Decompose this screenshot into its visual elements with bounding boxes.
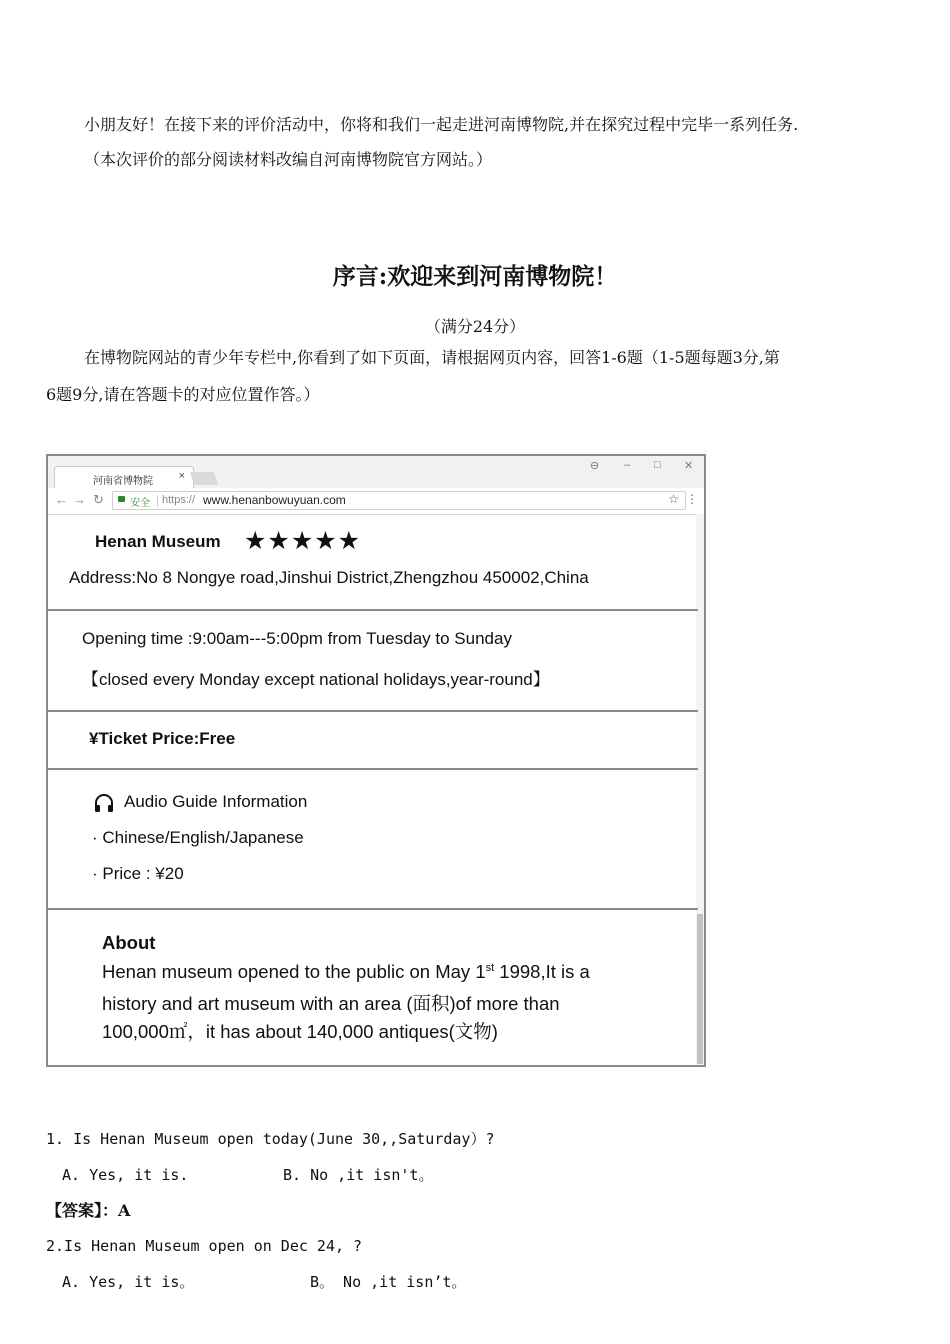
address-separator bbox=[157, 495, 158, 507]
instruction-line-2: 6题9分,请在答题卡的对应位置作答。） bbox=[46, 385, 320, 404]
question-2: 2.Is Henan Museum open on Dec 24, ? bbox=[46, 1237, 363, 1255]
minimize-icon[interactable]: – bbox=[624, 459, 631, 471]
section-title: 序言:欢迎来到河南博物院！ bbox=[332, 263, 618, 290]
tab-title: 河南省博物院 bbox=[93, 476, 153, 487]
intro-line-2: （本次评价的部分阅读材料改编自河南博物院官方网站。） bbox=[84, 150, 493, 169]
bookmark-star-icon[interactable]: ☆ bbox=[668, 492, 679, 506]
browser-tab[interactable] bbox=[54, 466, 194, 488]
scrollbar-thumb[interactable] bbox=[697, 914, 703, 1064]
new-tab-button[interactable] bbox=[190, 472, 219, 485]
about-line-1 bbox=[102, 961, 590, 983]
question-1: 1. Is Henan Museum open today(June 30,,Saturday）? bbox=[46, 1130, 495, 1148]
close-window-icon[interactable]: ✕ bbox=[684, 460, 694, 472]
intro-line-1: 小朋友好！在接下来的评价活动中，你将和我们一起走进河南博物院,并在探究过程中完毕一系列任务. bbox=[84, 115, 799, 134]
secure-label: 安全 bbox=[130, 498, 150, 509]
address-bar[interactable] bbox=[112, 491, 686, 510]
about-line-1-text: Henan museum opened to the public on May 1 bbox=[102, 961, 486, 982]
score-note: （满分24分） bbox=[424, 317, 526, 336]
about-line-2: history and art museum with an area (面积)of more than bbox=[102, 993, 560, 1014]
closed-note: 【closed every Monday except national holidays,year-round】 bbox=[82, 670, 550, 689]
museum-name: Henan Museum bbox=[95, 532, 221, 551]
url-text: www.henanbowuyuan.com bbox=[203, 493, 346, 507]
answer-1: 【答案】：A bbox=[46, 1201, 131, 1220]
about-superscript: st bbox=[485, 961, 495, 974]
ticket-price: ¥Ticket Price:Free bbox=[89, 729, 236, 748]
lock-icon bbox=[118, 496, 125, 502]
audio-languages: · Chinese/English/Japanese bbox=[92, 828, 304, 847]
browser-window bbox=[46, 454, 706, 1067]
reload-icon[interactable]: ↻ bbox=[93, 492, 104, 507]
maximize-icon[interactable]: □ bbox=[654, 459, 661, 471]
browser-toolbar bbox=[48, 488, 704, 515]
opening-time: Opening time :9:00am---5:00pm from Tuesday to Sunday bbox=[82, 629, 512, 648]
instruction-line-1: 在博物院网站的青少年专栏中,你看到了如下页面，请根据网页内容，回答1-6题（1-5题每题3分,第 bbox=[84, 348, 780, 367]
back-icon[interactable]: ← bbox=[55, 492, 68, 507]
headphones-icon bbox=[93, 792, 115, 814]
scrollbar[interactable] bbox=[696, 514, 704, 1067]
rating-stars: ★★★★★ bbox=[244, 527, 362, 555]
question-1-option-a: A. Yes, it is. bbox=[62, 1166, 189, 1184]
tab-close-icon[interactable]: × bbox=[178, 470, 185, 482]
about-title: About bbox=[102, 932, 156, 953]
question-1-option-b: B. No ,it isn't。 bbox=[283, 1166, 434, 1184]
divider-1 bbox=[48, 609, 698, 611]
url-protocol: https:// bbox=[162, 494, 196, 506]
museum-address: Address:No 8 Nongye road,Jinshui District,Zhengzhou 450002,China bbox=[69, 568, 589, 587]
menu-icon[interactable]: ⋮ bbox=[686, 492, 698, 506]
about-line-1-end: 1998,It is a bbox=[494, 961, 590, 982]
question-2-option-b: B。 No ,it isn’t。 bbox=[310, 1273, 467, 1291]
divider-4 bbox=[48, 908, 698, 910]
question-2-option-a: A. Yes, it is。 bbox=[62, 1273, 195, 1291]
divider-3 bbox=[48, 768, 698, 770]
divider-2 bbox=[48, 710, 698, 712]
audio-guide-title: Audio Guide Information bbox=[124, 792, 308, 811]
audio-price: · Price : ¥20 bbox=[92, 864, 184, 883]
tab-bar bbox=[48, 456, 704, 488]
forward-icon[interactable]: → bbox=[73, 492, 86, 507]
account-icon[interactable]: ⊖ bbox=[590, 460, 600, 472]
about-line-3: 100,000㎡，it has about 140,000 antiques(文物) bbox=[102, 1021, 498, 1042]
